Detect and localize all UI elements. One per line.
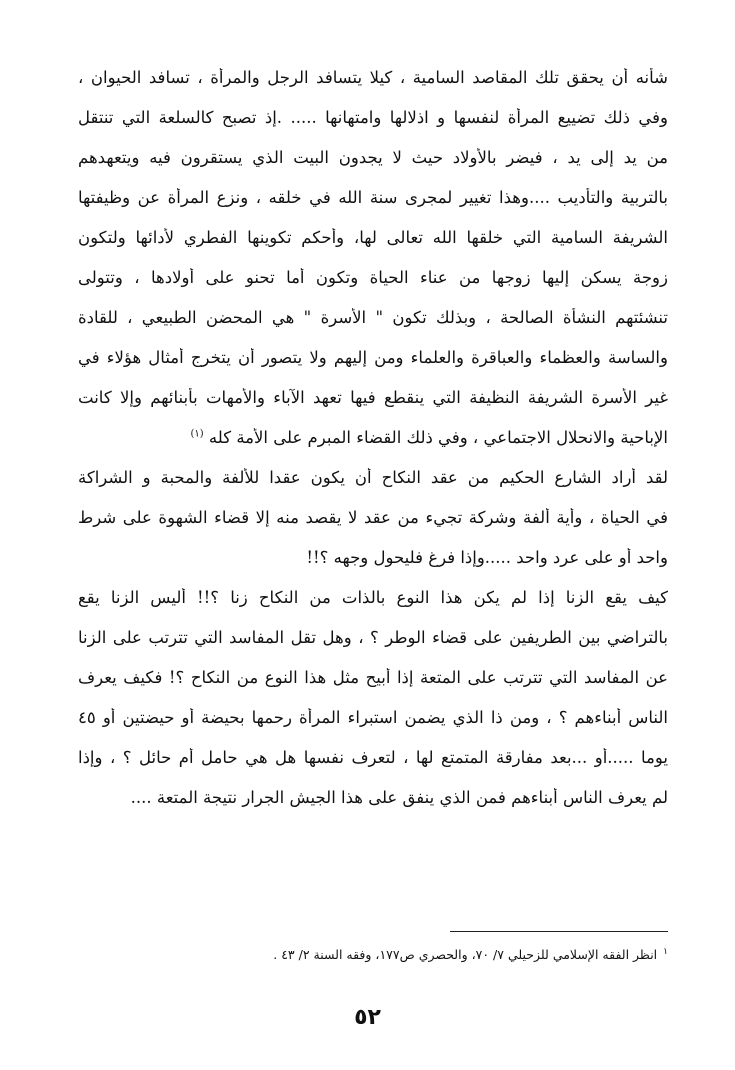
text-line-17: الناس أبناءهم ؟ ، ومن ذا الذي يضمن استبراء المرأة رحمها بحيضة أو حيضتين أو ٤٥ <box>78 708 668 727</box>
text-line-14: كيف يقع الزنا إذا لم يكن هذا النوع بالذات من النكاح زنا ؟!! أليس الزنا يقع <box>78 588 668 607</box>
footnote <box>150 943 668 964</box>
text-line-10-content: الإباحية والانحلال الاجتماعي ، وفي ذلك القضاء المبرم على الأمة كله <box>208 428 668 447</box>
footnote-divider <box>450 931 668 932</box>
text-line-19: لم يعرف الناس أبناءهم فمن الذي ينفق على هذا الجيش الجرار نتيجة المتعة .... <box>130 788 668 807</box>
footnote-reference[interactable]: (١) <box>190 428 204 440</box>
text-line-7: تنشئتهم النشأة الصالحة ، وبذلك تكون " الأسرة " هي المحضن الطبيعي ، للقادة <box>78 308 668 327</box>
text-line-8: والساسة والعظماء والعباقرة والعلماء ومن إليهم ولا يتصور أن يتخرج أمثال هؤلاء في <box>78 348 668 367</box>
text-line-11: لقد أراد الشارع الحكيم من عقد النكاح أن يكون عقدا للألفة والمحبة و الشراكة <box>78 468 668 487</box>
text-line-5: الشريفة السامية التي خلقها الله تعالى لها، وأحكم تكوينها الفطري لأدائها ولتكون <box>78 228 668 247</box>
text-line-15: بالتراضي بين الطريفين على قضاء الوطر ؟ ، وهل تقل المفاسد التي تترتب على الزنا <box>78 628 668 647</box>
text-line-10 <box>78 428 668 468</box>
text-line-13: واحد أو على عرد واحد .....وإذا فرغ فليحول وجهه ؟!! <box>306 548 668 567</box>
text-line-2: وفي ذلك تضييع المرأة لنفسها و اذلالها وامتهانها ..... .إذ تصبح كالسلعة التي تنتقل <box>78 108 668 127</box>
text-line-16: عن المفاسد التي تترتب على المتعة إذا أبيح مثل هذا النوع من النكاح ؟! فكيف يعرف <box>78 668 668 687</box>
text-line-4: بالتربية والتأديب ....وهذا تغيير لمجرى سنة الله في خلقه ، ونزع المرأة عن وظيفتها <box>78 188 668 207</box>
text-line-18: يوما .....أو ...بعد مفارقة المتمتع لها ، لتعرف نفسها هل هي حامل أم حائل ؟ ، وإذا <box>78 748 668 767</box>
footnote-number: ١ <box>663 947 668 957</box>
text-line-3: من يد إلى يد ، فيضر بالأولاد حيث لا يجدون البيت الذي يستقرون فيه ويتعهدهم <box>78 148 668 167</box>
footnote-text: انظر الفقه الإسلامي للزحيلي ٧/ ٧٠، والحصري ص١٧٧، وفقه السنة ٢/ ٤٣ . <box>273 947 658 963</box>
text-line-6: زوجة يسكن إليها زوجها من عناء الحياة وتكون أما تحنو على أولادها ، وتتولى <box>78 268 668 287</box>
text-line-9: غير الأسرة الشريفة النظيفة التي ينقطع فيها تعهد الآباء والأمهات بأبنائهم وإلا كانت <box>78 388 668 407</box>
text-line-1: شأنه أن يحقق تلك المقاصد السامية ، كيلا يتسافد الرجل والمرأة ، تسافد الحيوان ، <box>78 68 668 87</box>
text-line-12: في الحياة ، وأية ألفة وشركة تجيء من عقد لا يقصد منه إلا قضاء الشهوة على شرط <box>78 508 668 527</box>
body-text <box>78 68 668 828</box>
page-number: ٥٢ <box>354 1005 381 1030</box>
